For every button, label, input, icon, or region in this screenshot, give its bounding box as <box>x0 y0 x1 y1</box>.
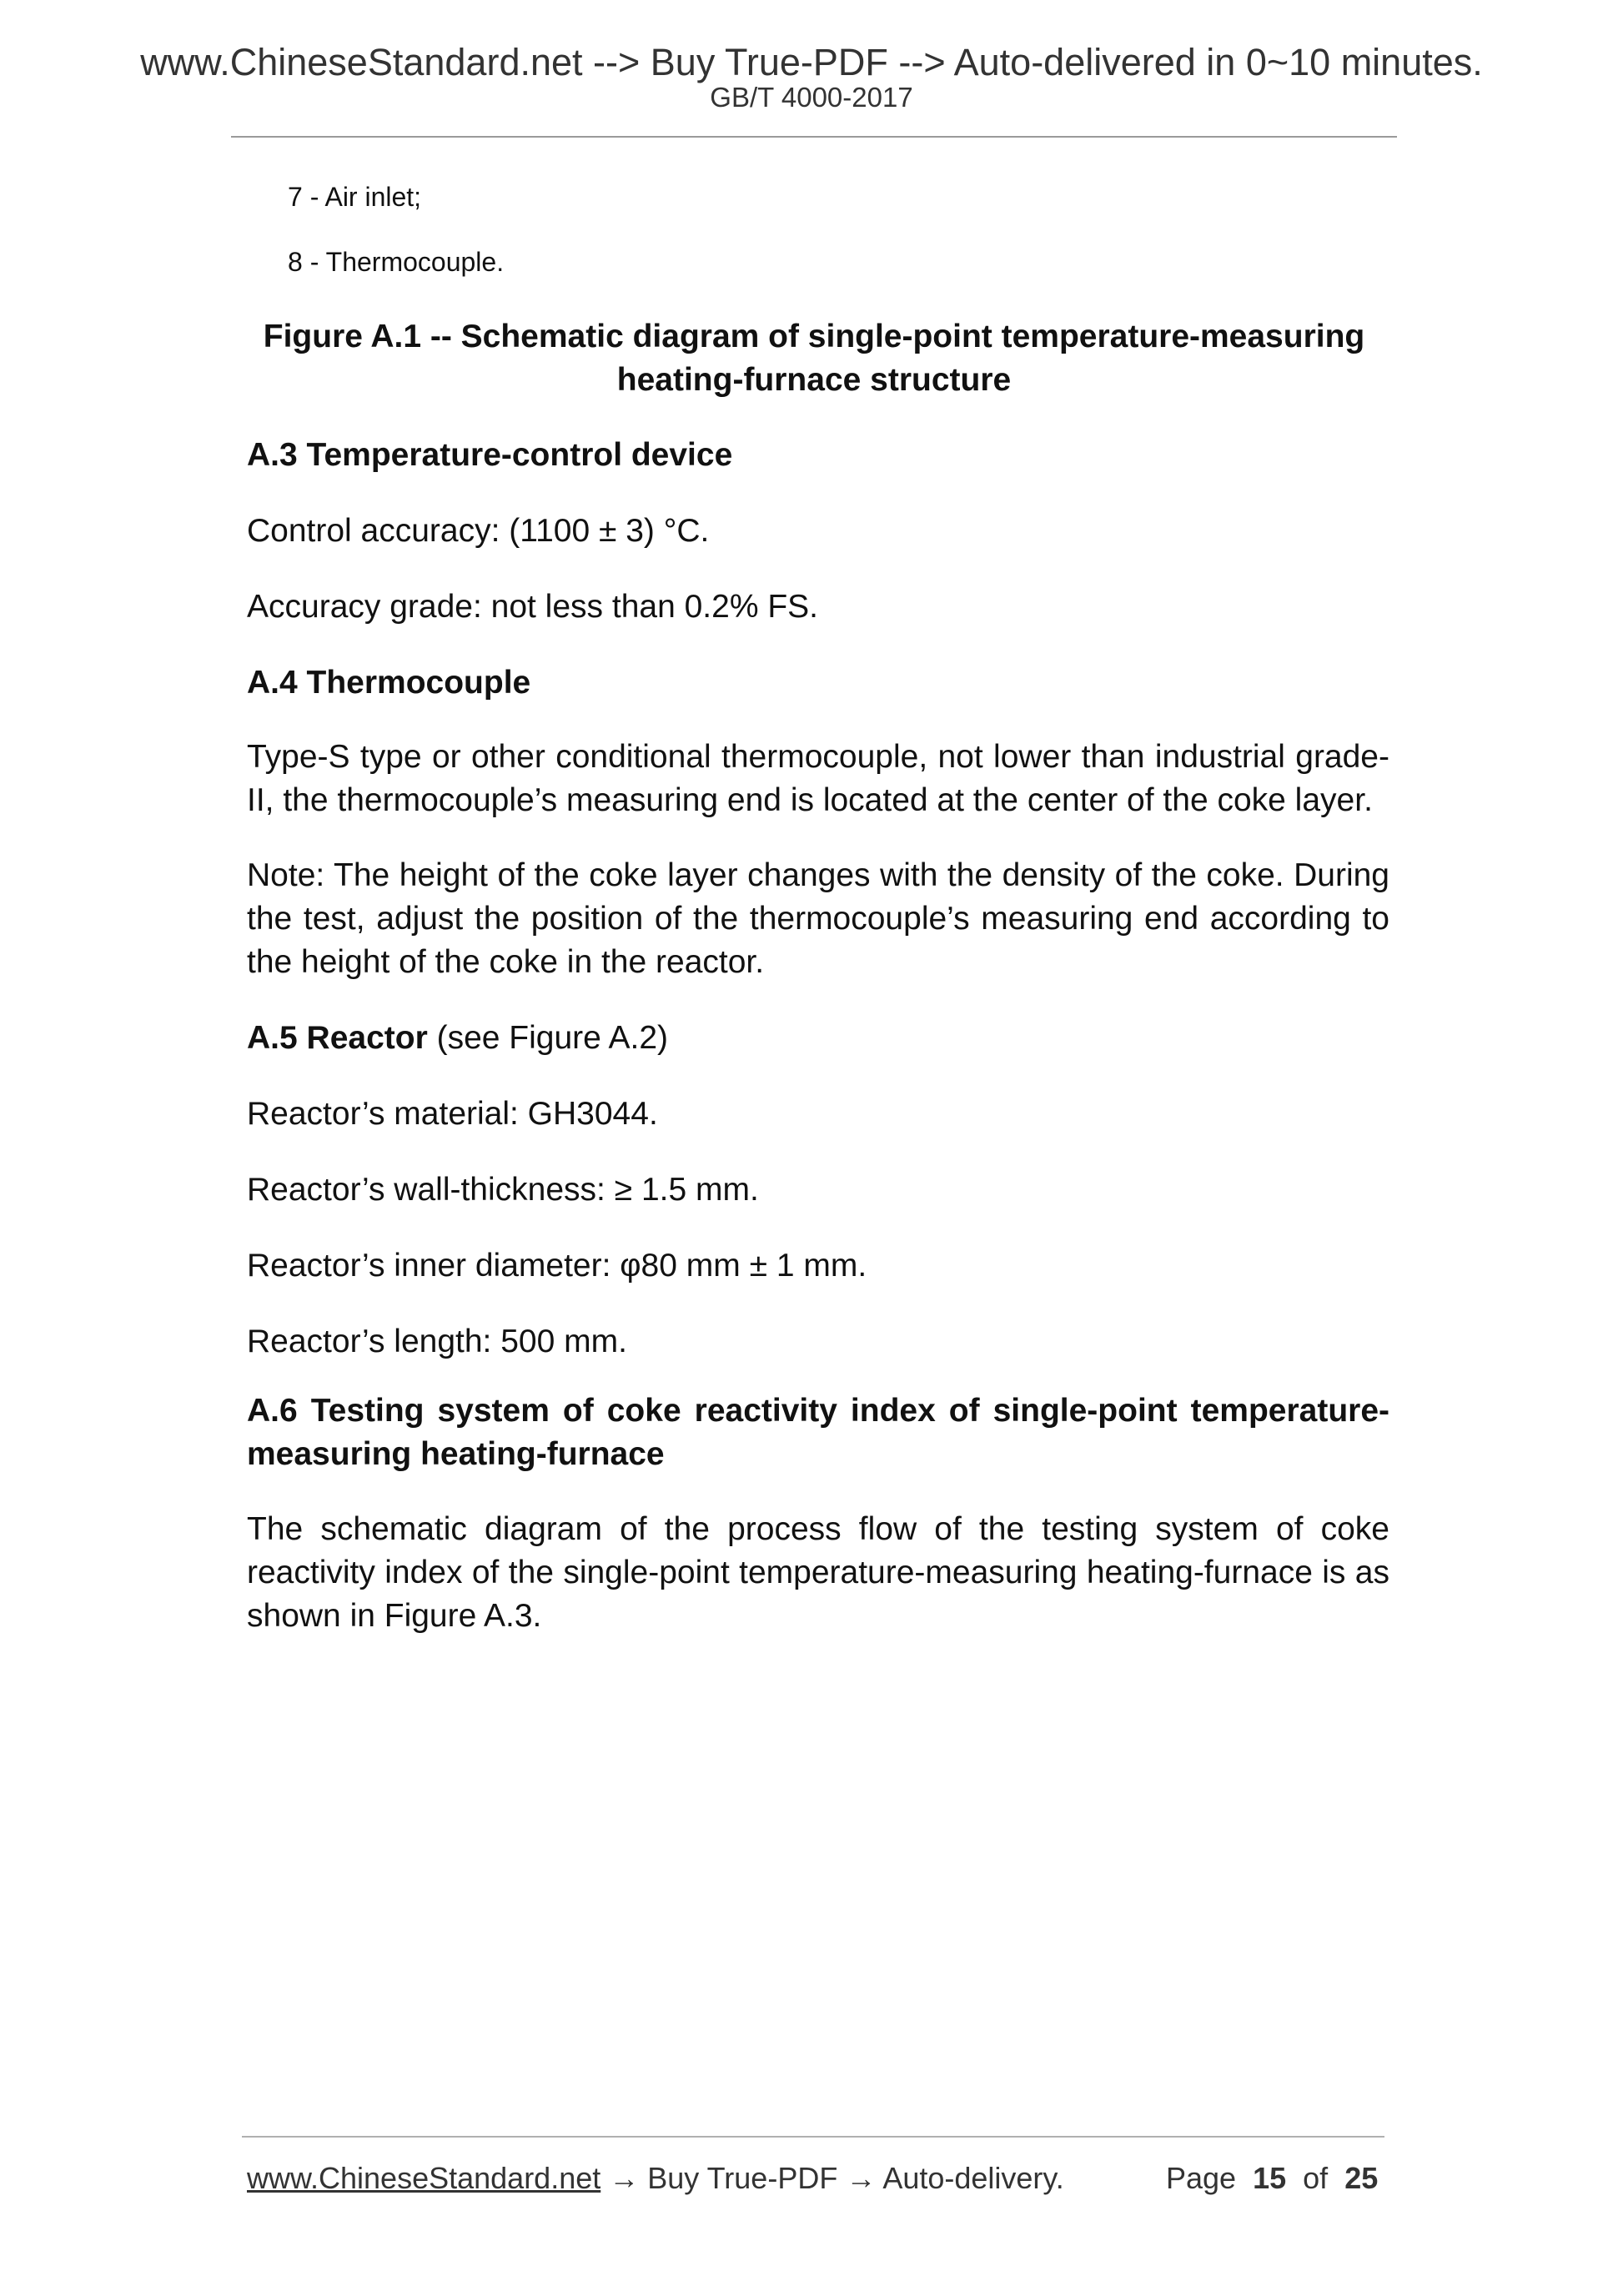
thermocouple-paragraph: Type-S type or other conditional thermocouple, not lower than industrial grade-II, the thermocouple’s measuring end is located at the center of the coke layer. <box>247 739 1389 818</box>
section-a5-heading-reference: (see Figure A.2) <box>427 1020 669 1056</box>
legend-item-7: 7 - Air inlet; <box>288 182 422 212</box>
legend-item-8: 8 - Thermocouple. <box>288 247 505 277</box>
header-divider <box>231 136 1397 138</box>
reactor-wall-thickness-text: Reactor’s wall-thickness: ≥ 1.5 mm. <box>247 1172 759 1208</box>
figure-caption <box>231 315 1397 402</box>
footer-tagline: → Buy True-PDF → Auto-delivery. <box>600 2161 1064 2195</box>
section-a6-heading: A.6 Testing system of coke reactivity index of single-point temperature-measuring heating-furnace <box>247 1393 1389 1472</box>
page-number: 15 <box>1253 2161 1287 2195</box>
accuracy-grade-text: Accuracy grade: not less than 0.2% FS. <box>247 589 819 625</box>
footer-left <box>247 2163 1064 2193</box>
section-a5-heading <box>247 1022 668 1054</box>
section-a3-heading: A.3 Temperature-control device <box>247 437 733 473</box>
reactor-inner-diameter-text: Reactor’s inner diameter: φ80 mm ± 1 mm. <box>247 1248 867 1284</box>
control-accuracy-text: Control accuracy: (1100 ± 3) °C. <box>247 513 710 549</box>
reactor-length-text: Reactor’s length: 500 mm. <box>247 1324 627 1359</box>
footer-divider <box>242 2136 1384 2138</box>
testing-system-paragraph: The schematic diagram of the process flow of the testing system of coke reactivity index of the single-point temperature-measuring heating-furnace is as shown in Figure A.3. <box>247 1511 1389 1634</box>
thermocouple-note: Note: The height of the coke layer changes with the density of the coke. During the test, adjust the position of the thermocouple’s measuring end according to the height of the coke in the reactor. <box>247 857 1389 980</box>
page-word: Page <box>1166 2161 1237 2195</box>
reactor-material-text: Reactor’s material: GH3044. <box>247 1096 658 1132</box>
figure-caption-line-1: Figure A.1 -- Schematic diagram of single-point temperature-measuring <box>263 319 1365 354</box>
standard-code: GB/T 4000-2017 <box>710 82 913 113</box>
section-a4-heading: A.4 Thermocouple <box>247 665 531 701</box>
section-a5-heading-bold: A.5 Reactor <box>247 1020 428 1056</box>
page-total: 25 <box>1344 2161 1379 2195</box>
header-banner: www.ChineseStandard.net --> Buy True-PDF --> Auto-delivered in 0~10 minutes. <box>140 41 1483 83</box>
footer-website-link[interactable]: www.ChineseStandard.net <box>247 2161 601 2195</box>
page-indicator <box>1166 2163 1378 2193</box>
figure-caption-line-2: heating-furnace structure <box>616 362 1012 398</box>
of-word: of <box>1303 2161 1329 2195</box>
